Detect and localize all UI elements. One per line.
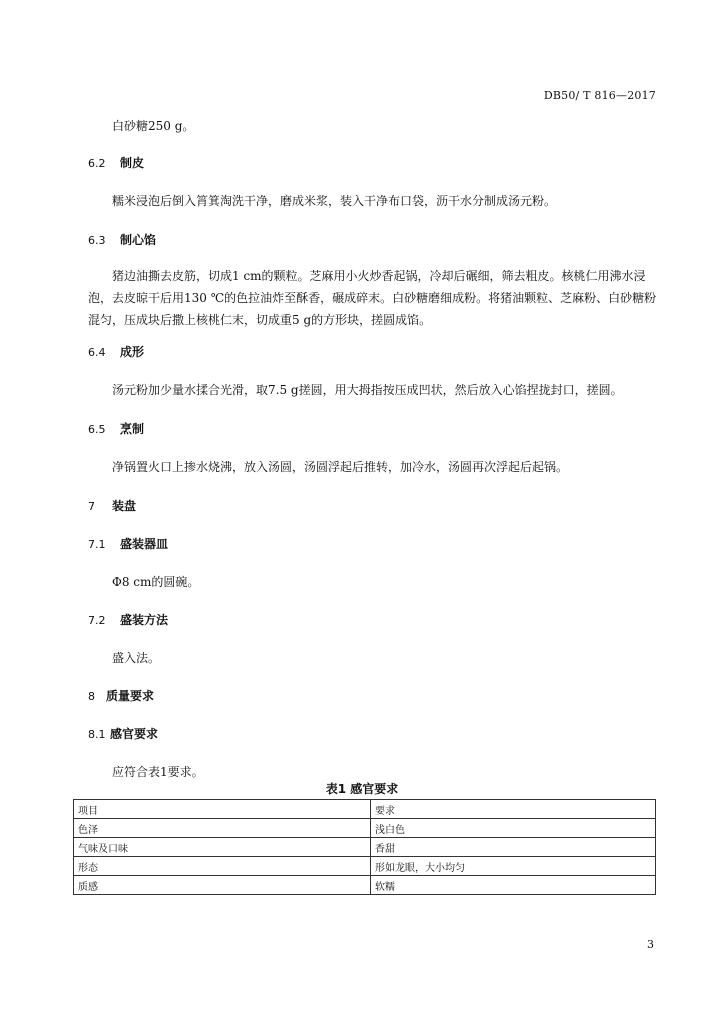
section-number: 7.2 <box>88 614 106 627</box>
section-title: 成形 <box>120 345 145 359</box>
section-title: 制心馅 <box>120 233 157 247</box>
section-6-2-heading <box>88 152 144 175</box>
table-cell: 色泽 <box>74 819 371 838</box>
section-6-2-text: 糯米浸泡后倒入筲箕淘洗干净，磨成米浆，装入干净布口袋，沥干水分制成汤元粉。 <box>112 194 557 208</box>
table-cell: 软糯 <box>371 876 656 895</box>
table-row <box>74 857 656 876</box>
table-cell: 气味及口味 <box>74 838 371 857</box>
section-title: 感官要求 <box>110 727 159 741</box>
section-6-4-text: 汤元粉加少量水揉合光滑，取7.5 g搓圆，用大拇指按压成凹状，然后放入心馅捏拢封口，搓圆。 <box>112 383 623 397</box>
section-title: 盛装器皿 <box>120 537 169 551</box>
section-7-2-text: 盛入法。 <box>112 651 161 665</box>
section-6-4-heading <box>88 341 144 364</box>
table-cell: 项目 <box>74 800 371 819</box>
table-cell: 质感 <box>74 876 371 895</box>
table-caption: 表1 感官要求 <box>325 782 399 796</box>
section-6-3-heading <box>88 229 156 252</box>
section-number: 6.5 <box>88 423 106 436</box>
section-number: 7.1 <box>88 538 106 551</box>
section-title: 制皮 <box>120 156 145 170</box>
table-row <box>74 876 656 895</box>
section-8-1-heading <box>88 723 158 746</box>
section-8-1-text: 应符合表1要求。 <box>112 765 204 779</box>
document-code: DB50/ T 816—2017 <box>543 89 656 102</box>
sensory-requirements-table <box>73 799 656 895</box>
section-7-heading <box>88 495 136 518</box>
section-title: 盛装方法 <box>120 613 169 627</box>
sugar-line: 白砂糖250 g。 <box>112 119 195 133</box>
section-title: 质量要求 <box>106 689 155 703</box>
section-7-2-heading <box>88 609 168 632</box>
table-cell: 形态 <box>74 857 371 876</box>
section-number: 6.3 <box>88 234 106 247</box>
table-row <box>74 819 656 838</box>
section-6-3-text: 猪边油撕去皮筋，切成1 cm的颗粒。芝麻用小火炒香起锅，冷却后碾细，筛去粗皮。核桃仁用沸水浸泡，去皮晾干后用130 ℃的色拉油炸至酥香，碾成碎末。白砂糖磨细成粉。将猪油颗粒、芝麻粉、白砂糖粉混匀，压成块后撒上核桃仁末，切成重5 g的方形块，搓圆成馅。 <box>88 269 657 327</box>
table-cell: 形如龙眼，大小均匀 <box>371 857 656 876</box>
section-6-5-heading <box>88 418 144 441</box>
table-cell: 要求 <box>371 800 656 819</box>
section-number: 6.4 <box>88 346 106 359</box>
section-title: 装盘 <box>112 499 137 513</box>
section-number: 8.1 <box>88 728 106 741</box>
section-6-5-text: 净锅置火口上掺水烧沸，放入汤圆，汤圆浮起后推转，加冷水，汤圆再次浮起后起锅。 <box>112 460 569 474</box>
section-7-1-text: Φ8 cm的圆碗。 <box>112 575 200 589</box>
table-row <box>74 800 656 819</box>
table-row <box>74 838 656 857</box>
page-number: 3 <box>647 938 654 951</box>
section-8-heading <box>88 685 154 708</box>
section-number: 6.2 <box>88 157 106 170</box>
table-cell: 浅白色 <box>371 819 656 838</box>
section-title: 烹制 <box>120 422 145 436</box>
section-7-1-heading <box>88 533 168 556</box>
section-number: 8 <box>88 690 95 703</box>
section-number: 7 <box>88 500 95 513</box>
table-cell: 香甜 <box>371 838 656 857</box>
